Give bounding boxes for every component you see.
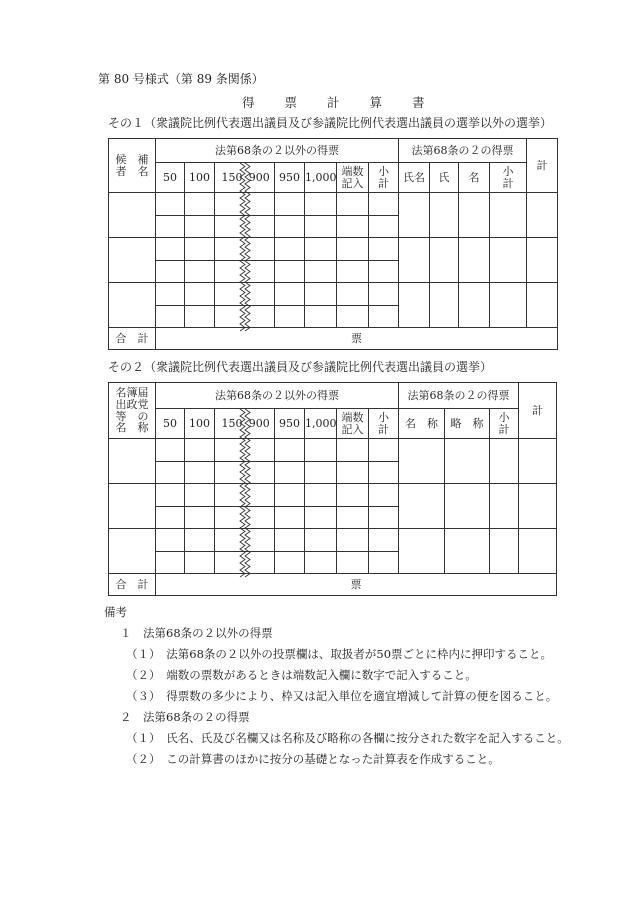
vote-cell[interactable] <box>369 260 399 283</box>
part1-heading: その１（衆議院比例代表選出議員及び参議院比例代表選出議員の選挙以外の選挙） <box>108 116 553 130</box>
note-item: １ 法第68条の２以外の得票 <box>120 626 273 640</box>
vote-cell[interactable] <box>185 484 215 507</box>
vote-cell[interactable] <box>305 529 337 552</box>
table-row <box>109 529 557 552</box>
table-row <box>109 238 558 261</box>
vote-cell[interactable] <box>369 484 399 507</box>
allocation-cell[interactable] <box>430 238 459 283</box>
allocation-cell[interactable] <box>490 439 519 484</box>
col-50: 50 <box>156 409 185 439</box>
note-item: ２ 法第68条の２の得票 <box>120 710 250 724</box>
document-title <box>242 93 449 111</box>
allocation-cell[interactable] <box>490 238 527 283</box>
vote-cell[interactable] <box>369 439 399 462</box>
vote-cell[interactable] <box>337 439 369 462</box>
vote-cell[interactable] <box>275 283 305 306</box>
col-subtotal-b: 小 計 <box>490 409 519 439</box>
allocation-cell[interactable] <box>445 484 490 529</box>
vote-cell[interactable] <box>369 215 399 238</box>
vote-cell[interactable] <box>337 283 369 306</box>
total-row-unit: 票 <box>156 574 557 596</box>
vote-cell[interactable] <box>156 529 185 552</box>
allocation-cell[interactable] <box>490 193 527 238</box>
vote-cell[interactable] <box>369 506 399 529</box>
col-100: 100 <box>185 163 215 193</box>
vote-cell[interactable] <box>185 506 215 529</box>
vote-cell[interactable] <box>185 529 215 552</box>
note-item: （３） 得票数の多少により、枠又は記入単位を適宜増減して計算の便を図ること。 <box>126 689 558 703</box>
vote-cell[interactable] <box>156 305 185 328</box>
vote-cell[interactable] <box>305 215 337 238</box>
note-item: （２） 端数の票数があるときは端数記入欄に数字で記入すること。 <box>126 668 477 682</box>
vote-cell[interactable] <box>156 238 185 261</box>
allocation-cell[interactable] <box>527 283 558 328</box>
name-cell[interactable] <box>109 238 156 283</box>
note-item: （２） この計算書のほかに按分の基礎となった計算表を作成すること。 <box>126 752 500 766</box>
table-row <box>109 439 557 462</box>
note-item: （１） 法第68条の２以外の投票欄は、取扱者が50票ごとに枠内に押印すること。 <box>126 647 553 661</box>
col-900: 900 <box>245 409 275 439</box>
title-char: 書 <box>412 95 427 110</box>
vote-cell[interactable] <box>337 484 369 507</box>
vote-cell[interactable] <box>369 461 399 484</box>
vote-cell[interactable] <box>305 461 337 484</box>
total-row-unit: 票 <box>156 328 558 350</box>
note-item: （１） 氏名、氏及び名欄又は名称及び略称の各欄に按分された数字を記入すること。 <box>126 731 569 745</box>
vote-cell[interactable] <box>185 305 215 328</box>
notes <box>104 602 569 770</box>
form-number: 第 80 号様式（第 89 条関係） <box>98 72 264 86</box>
name-cell[interactable] <box>109 283 156 328</box>
allocation-cell[interactable] <box>527 193 558 238</box>
vote-cell[interactable] <box>305 484 337 507</box>
part1-table <box>108 138 558 350</box>
name-cell[interactable] <box>109 193 156 238</box>
vote-cell[interactable] <box>275 551 305 574</box>
vote-cell[interactable] <box>337 529 369 552</box>
allocation-cell[interactable] <box>519 529 557 574</box>
break-mark <box>239 409 253 574</box>
table-row <box>109 283 558 306</box>
vote-cell[interactable] <box>156 260 185 283</box>
col-full-name: 氏名 <box>399 163 430 193</box>
allocation-cell[interactable] <box>430 193 459 238</box>
col-fraction: 端数 記入 <box>337 163 369 193</box>
vote-cell[interactable] <box>185 193 215 216</box>
allocation-cell[interactable] <box>399 283 430 328</box>
part2-heading: その２（衆議院比例代表選出議員及び参議院比例代表選出議員の選挙） <box>108 360 493 374</box>
allocation-cell[interactable] <box>459 283 490 328</box>
name-cell[interactable] <box>109 439 156 484</box>
party-name-header: 名簿届 出政党 等 の 名 称 <box>109 383 156 439</box>
col-subtotal-b: 小 計 <box>490 163 527 193</box>
vote-cell[interactable] <box>305 551 337 574</box>
vote-cell[interactable] <box>185 551 215 574</box>
vote-cell[interactable] <box>369 551 399 574</box>
col-surname: 氏 <box>430 163 459 193</box>
vote-cell[interactable] <box>156 193 185 216</box>
name-cell[interactable] <box>109 484 156 529</box>
vote-cell[interactable] <box>369 305 399 328</box>
allocation-cell[interactable] <box>490 283 527 328</box>
group-a-header: 法第68条の２以外の得票 <box>156 383 399 409</box>
allocation-cell[interactable] <box>430 283 459 328</box>
col-party-name: 名 称 <box>399 409 445 439</box>
total-row-label: 合 計 <box>109 328 156 350</box>
vote-cell[interactable] <box>305 260 337 283</box>
total-header: 計 <box>527 139 558 193</box>
vote-cell[interactable] <box>369 529 399 552</box>
vote-cell[interactable] <box>156 215 185 238</box>
vote-cell[interactable] <box>337 305 369 328</box>
allocation-cell[interactable] <box>519 439 557 484</box>
total-row-label: 合 計 <box>109 574 156 596</box>
vote-cell[interactable] <box>369 283 399 306</box>
name-cell[interactable] <box>109 529 156 574</box>
vote-cell[interactable] <box>337 551 369 574</box>
vote-cell[interactable] <box>305 439 337 462</box>
vote-cell[interactable] <box>185 439 215 462</box>
col-150: 150 <box>215 163 245 193</box>
allocation-cell[interactable] <box>445 439 490 484</box>
vote-cell[interactable] <box>275 529 305 552</box>
title-char: 票 <box>284 95 300 110</box>
vote-cell[interactable] <box>156 551 185 574</box>
vote-cell[interactable] <box>337 238 369 261</box>
table-row <box>109 193 558 216</box>
col-50: 50 <box>156 163 185 193</box>
vote-cell[interactable] <box>369 238 399 261</box>
vote-cell[interactable] <box>337 461 369 484</box>
col-subtotal-a: 小 計 <box>369 409 399 439</box>
title-char: 算 <box>369 95 385 110</box>
vote-cell[interactable] <box>156 506 185 529</box>
allocation-cell[interactable] <box>459 193 490 238</box>
allocation-cell[interactable] <box>490 529 519 574</box>
vote-cell[interactable] <box>369 193 399 216</box>
col-fraction: 端数 記入 <box>337 409 369 439</box>
vote-cell[interactable] <box>337 193 369 216</box>
vote-cell[interactable] <box>275 193 305 216</box>
vote-cell[interactable] <box>275 215 305 238</box>
allocation-cell[interactable] <box>399 439 445 484</box>
part2-table <box>108 382 557 596</box>
vote-cell[interactable] <box>156 439 185 462</box>
vote-cell[interactable] <box>305 283 337 306</box>
vote-cell[interactable] <box>156 484 185 507</box>
col-900: 900 <box>245 163 275 193</box>
group-b-header: 法第68条の２の得票 <box>399 383 519 409</box>
vote-cell[interactable] <box>305 193 337 216</box>
vote-cell[interactable] <box>305 238 337 261</box>
vote-cell[interactable] <box>275 506 305 529</box>
vote-cell[interactable] <box>185 215 215 238</box>
vote-cell[interactable] <box>185 461 215 484</box>
vote-cell[interactable] <box>305 305 337 328</box>
vote-cell[interactable] <box>275 260 305 283</box>
group-a-header: 法第68条の２以外の得票 <box>156 139 399 163</box>
col-950: 950 <box>275 163 305 193</box>
vote-cell[interactable] <box>305 506 337 529</box>
allocation-cell[interactable] <box>459 238 490 283</box>
allocation-cell[interactable] <box>527 238 558 283</box>
title-char: 計 <box>327 95 342 110</box>
vote-cell[interactable] <box>337 506 369 529</box>
table-row <box>109 484 557 507</box>
col-150: 150 <box>215 409 245 439</box>
candidate-name-header: 候 補 者 名 <box>109 139 156 193</box>
vote-cell[interactable] <box>337 260 369 283</box>
allocation-cell[interactable] <box>399 193 430 238</box>
allocation-cell[interactable] <box>399 529 445 574</box>
allocation-cell[interactable] <box>490 484 519 529</box>
col-1000: 1,000 <box>305 409 337 439</box>
col-100: 100 <box>185 409 215 439</box>
col-1000: 1,000 <box>305 163 337 193</box>
title-char: 得 <box>242 95 257 110</box>
break-mark <box>239 163 253 328</box>
allocation-cell[interactable] <box>399 238 430 283</box>
notes-heading: 備考 <box>104 605 127 619</box>
vote-cell[interactable] <box>275 461 305 484</box>
col-given-name: 名 <box>459 163 490 193</box>
vote-cell[interactable] <box>185 283 215 306</box>
vote-cell[interactable] <box>185 238 215 261</box>
vote-cell[interactable] <box>156 461 185 484</box>
vote-cell[interactable] <box>156 283 185 306</box>
col-subtotal-a: 小 計 <box>369 163 399 193</box>
col-950: 950 <box>275 409 305 439</box>
vote-cell[interactable] <box>185 260 215 283</box>
allocation-cell[interactable] <box>399 484 445 529</box>
vote-cell[interactable] <box>275 238 305 261</box>
vote-cell[interactable] <box>275 439 305 462</box>
vote-cell[interactable] <box>275 305 305 328</box>
group-b-header: 法第68条の２の得票 <box>399 139 527 163</box>
col-party-abbr: 略 称 <box>445 409 490 439</box>
total-header: 計 <box>519 383 557 439</box>
vote-cell[interactable] <box>275 484 305 507</box>
allocation-cell[interactable] <box>445 529 490 574</box>
vote-cell[interactable] <box>337 215 369 238</box>
allocation-cell[interactable] <box>519 484 557 529</box>
